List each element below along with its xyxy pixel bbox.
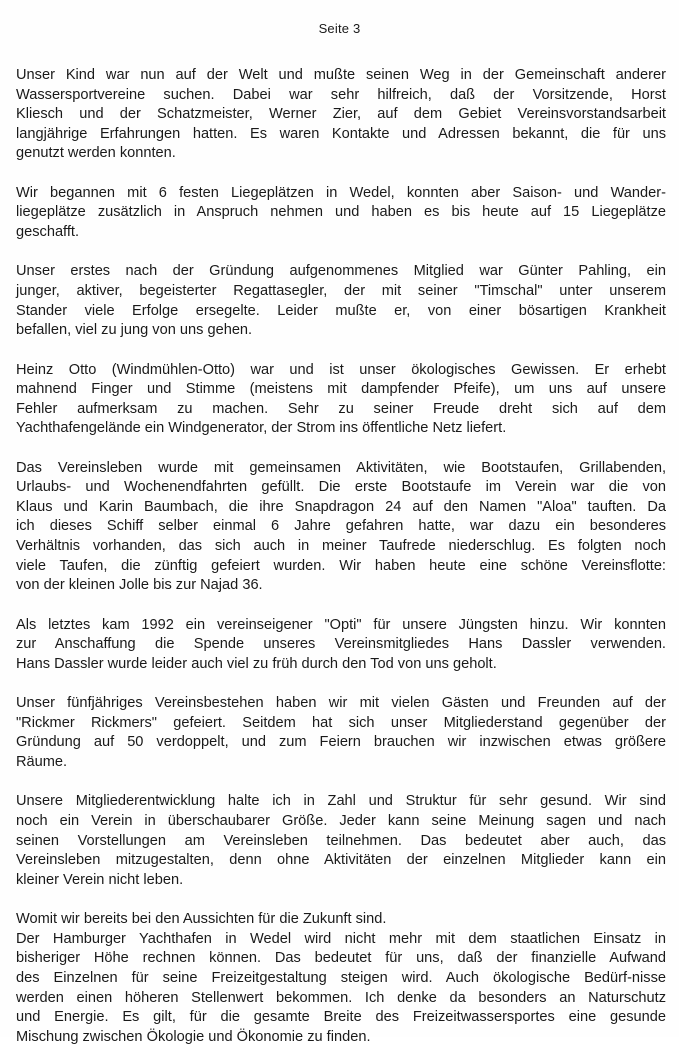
text-line: ich dieses Schiff selber einmal 6 Jahre gefahren hatte, war dazu ein besonderes <box>16 518 666 535</box>
text-line: geschafft. <box>16 223 80 240</box>
text-line: Unser Kind war nun auf der Welt und mußte seinen Weg in der Gemeinschaft anderer <box>16 67 666 83</box>
paragraph-membership <box>16 792 666 890</box>
text-line: Mischung zwischen Ökologie und Ökonomie zu finden. <box>16 1028 371 1045</box>
text-line: Heinz Otto (Windmühlen-Otto) war und ist unser ökologisches Gewissen. Er erhebt <box>16 361 666 378</box>
text-line: Unser erstes nach der Gründung aufgenommenes Mitglied war Günter Pahling, ein <box>16 263 666 280</box>
text-line: Womit wir bereits bei den Aussichten für die Zukunft sind. <box>16 911 387 928</box>
text-line: Klaus und Karin Baumbach, die ihre Snapdragon 24 auf den Namen "Aloa" tauften. Da <box>16 498 666 515</box>
text-line: Fehler aufmerksam zu machen. Sehr zu seiner Freude dreht sich auf dem <box>16 400 666 417</box>
text-line: Gründung auf 50 verdoppelt, und zum Feiern brauchen wir inzwischen etwas größere <box>16 734 666 751</box>
paragraph-anniversary <box>16 694 666 772</box>
text-line: Unsere Mitgliederentwicklung halte ich in Zahl und Struktur für sehr gesund. Wir sind <box>16 793 666 810</box>
text-line: Räume. <box>16 754 68 770</box>
text-line: werden einen höheren Stellenwert bekommen. Ich denke da besonders an Naturschutz <box>16 989 666 1006</box>
text-line: seinen Vorstellungen am Vereinsleben teilnehmen. Das bedeutet aber auch, das <box>16 832 666 849</box>
page-number: Seite 3 <box>318 21 361 36</box>
text-line: bisheriger Höhe rechnen können. Das bedeutet für uns, daß der finanzielle Aufwand <box>16 950 666 967</box>
text-line: Vereinsleben mitzugestalten, denn ohne Aktivitäten der einzelnen Mitglieder kann ein <box>16 852 666 869</box>
text-line: liegeplätze zusätzlich in Anspruch nehmen und haben es bis heute auf 15 Liegeplätze <box>16 204 666 221</box>
text-line: Hans Dassler wurde leider auch viel zu früh durch den Tod von uns geholt. <box>16 655 497 672</box>
text-line: befallen, viel zu jung von uns gehen. <box>16 322 253 339</box>
text-line: Als letztes kam 1992 ein vereinseigener "Opti" für unsere Jüngsten hinzu. Wir konnten <box>16 616 666 633</box>
text-line: von der kleinen Jolle bis zur Najad 36. <box>16 577 263 594</box>
text-line: des Einzelnen für seine Freizeitgestaltung steigen wird. Auch ökologische Bedürf-nisse <box>16 969 666 986</box>
text-line: "Rickmer Rickmers" gefeiert. Seitdem hat sich unser Mitgliederstand gegenüber der <box>16 714 666 731</box>
document-body <box>16 66 666 1047</box>
text-line: Wir begannen mit 6 festen Liegeplätzen in Wedel, konnten aber Saison- und Wander- <box>16 184 666 201</box>
text-line: Der Hamburger Yachthafen in Wedel wird nicht mehr mit dem staatlichen Einsatz in <box>16 930 666 947</box>
text-line: langjährige Erfahrungen hatten. Es waren Kontakte und Adressen bekannt, die für uns <box>16 125 666 142</box>
text-line: Kliesch und der Schatzmeister, Werner Zier, auf dem Gebiet Vereinsvorstandsarbeit <box>16 106 666 123</box>
text-line: kleiner Verein nicht leben. <box>16 871 184 888</box>
text-line: viele Taufen, die zünftig gefeiert wurden. Wir haben heute eine schöne Vereinsflotte: <box>16 557 666 574</box>
text-line: Urlaubs- und Wochenendfahrten gefüllt. Die erste Bootstaufe im Verein war die von <box>16 479 666 496</box>
paragraph-heinz-otto <box>16 361 666 439</box>
paragraph-future <box>16 910 666 1047</box>
paragraph-berths <box>16 184 666 243</box>
paragraph-first-member <box>16 262 666 340</box>
text-line: zur Anschaffung die Spende unseres Vereinsmitgliedes Hans Dassler verwenden. <box>16 636 666 653</box>
text-line: Verhältnis vorhanden, das sich auch in meiner Taufrede niederschlug. Es folgten noch <box>16 538 666 555</box>
text-line: Wassersportvereine suchen. Dabei war sehr hilfreich, daß der Vorsitzende, Horst <box>16 86 666 103</box>
paragraph-opti <box>16 616 666 675</box>
text-line: noch ein Verein in überschaubarer Größe. Jeder kann seine Meinung sagen und nach <box>16 812 666 829</box>
text-line: Das Vereinsleben wurde mit gemeinsamen Aktivitäten, wie Bootstaufen, Grillabenden, <box>16 459 666 476</box>
text-line: mahnend Finger und Stimme (meistens mit dampfender Pfeife), um uns auf unsere <box>16 381 666 398</box>
text-line: junger, aktiver, begeisterter Regattasegler, der mit seiner "Timschal" unter unserem <box>16 282 666 299</box>
text-line: genutzt werden konnten. <box>16 145 176 162</box>
text-line: Unser fünfjähriges Vereinsbestehen haben wir mit vielen Gästen und Freunden auf der <box>16 695 666 712</box>
paragraph-club-life <box>16 459 666 596</box>
text-line: Stander viele Erfolge ersegelte. Leider mußte er, von einer bösartigen Krankheit <box>16 302 666 319</box>
text-line: Yachthafengelände ein Windgenerator, der Strom ins öffentliche Netz liefert. <box>16 420 507 437</box>
text-line: und Energie. Es gilt, für die gesamte Breite des Freizeitwassersportes eine gesunde <box>16 1009 666 1026</box>
paragraph-club-beginnings <box>16 66 666 164</box>
